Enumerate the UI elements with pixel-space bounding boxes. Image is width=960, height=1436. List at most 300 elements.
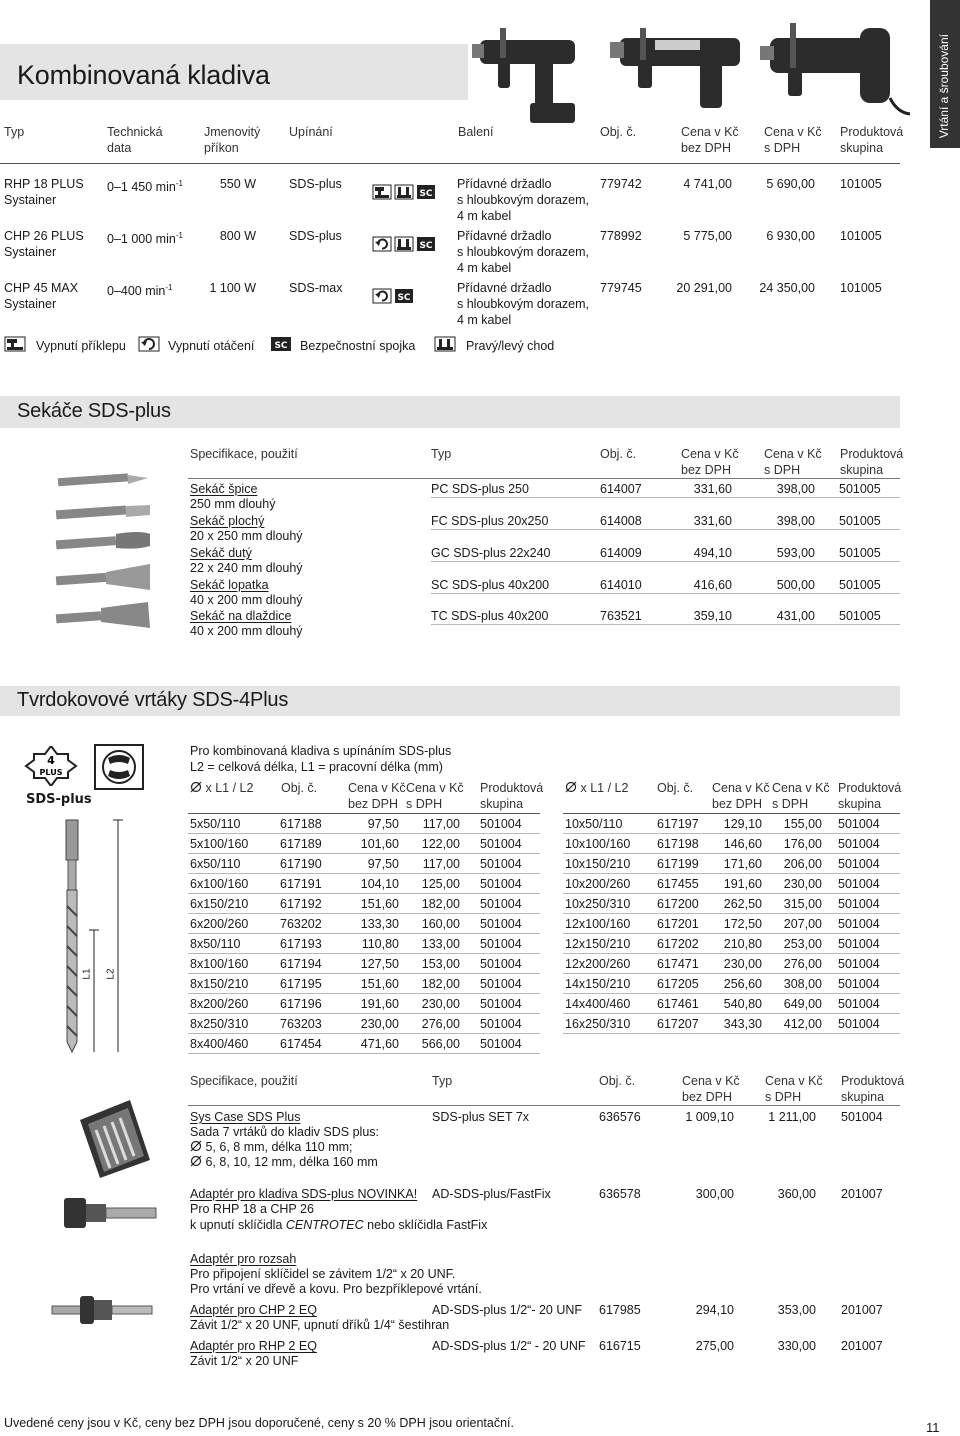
drill-dimension: 16x250/310 [565, 1017, 631, 1031]
row-divider [563, 993, 900, 994]
type-code: SDS-plus SET 7x [432, 1110, 530, 1124]
icon-legend [4, 336, 564, 356]
drill-dimension: 10x150/210 [565, 857, 631, 871]
price-with-vat: 230,00 [421, 997, 460, 1011]
price-with-vat: 330,00 [777, 1339, 816, 1353]
price-with-vat: 649,00 [783, 997, 822, 1011]
row-divider [188, 993, 540, 994]
fastfix-adapter-image [60, 1190, 160, 1240]
order-number: 617454 [280, 1037, 322, 1051]
product-group: 501005 [839, 514, 881, 528]
chisel-name: Sekáč dutý [190, 546, 252, 560]
product-group: 501004 [480, 857, 522, 871]
price-without-vat: 230,00 [360, 1017, 399, 1031]
product-group: 501004 [480, 877, 522, 891]
section-title: Sekáče SDS-plus [17, 400, 171, 422]
order-number: 617985 [599, 1303, 641, 1317]
col-obj: Obj. č. [599, 1074, 636, 1088]
order-number: 617193 [280, 937, 322, 951]
product-group: 501004 [480, 837, 522, 851]
col-skupina-2: skupina [838, 797, 882, 811]
price-with-vat: 353,00 [777, 1303, 816, 1317]
row-divider [188, 953, 540, 954]
order-number: 617202 [657, 937, 699, 951]
row-divider [431, 624, 900, 625]
order-number: 617194 [280, 957, 322, 971]
order-number: 763203 [280, 1017, 322, 1031]
product-group: 501005 [839, 578, 881, 592]
col-skupina-1: Produktová [480, 781, 544, 795]
description-part: k upnutí sklíčidla [190, 1218, 286, 1232]
price-without-vat: 275,00 [695, 1339, 734, 1353]
row-divider [188, 973, 540, 974]
price-with-vat: 431,00 [776, 609, 815, 623]
accessory-description [190, 1217, 487, 1233]
row-divider [563, 893, 900, 894]
price-without-vat: 172,50 [723, 917, 762, 931]
chisel-type: PC SDS-plus 250 [431, 482, 529, 496]
price-without-vat: 230,00 [723, 957, 762, 971]
stop-icon [372, 184, 392, 200]
price-without-vat: 5 775,00 [683, 229, 732, 243]
price-without-vat: 133,30 [360, 917, 399, 931]
speed-unit-exponent: -1 [175, 231, 183, 240]
row-divider [431, 593, 900, 594]
product-name: RHP 18 PLUS [4, 177, 84, 191]
price-with-vat: 207,00 [783, 917, 822, 931]
price-with-vat: 412,00 [783, 1017, 822, 1031]
hammer-drill-images [470, 18, 910, 128]
row-divider [563, 973, 900, 974]
product-name: CHP 45 MAX [4, 281, 79, 295]
power-value: 550 W [219, 177, 256, 191]
col-tech-1: Technická [107, 125, 163, 139]
price-without-vat: 300,00 [695, 1187, 734, 1201]
divider [188, 1105, 900, 1106]
price-with-vat: 566,00 [421, 1037, 460, 1051]
speed-value [107, 280, 173, 299]
chisel-name: Sekáč lopatka [190, 578, 269, 592]
drill-dimension: 14x400/460 [565, 997, 631, 1011]
sys-case-image [70, 1090, 160, 1180]
price-without-vat: 343,30 [723, 1017, 762, 1031]
rotation-off-icon [372, 288, 392, 304]
price-with-vat: 153,00 [421, 957, 460, 971]
section-header-kombinovana-kladiva [0, 44, 468, 100]
order-number: 617196 [280, 997, 322, 1011]
col-skupina-2: skupina [480, 797, 524, 811]
speed-text: 0–1 000 min [107, 232, 176, 247]
sds-plus-logo-text: SDS-plus [26, 792, 92, 807]
chisel-name: Sekáč špice [190, 482, 258, 496]
price-with-vat: 500,00 [776, 578, 815, 592]
product-group: 501004 [841, 1110, 883, 1124]
col-baleni: Balení [458, 125, 494, 139]
price-without-vat: 359,10 [693, 609, 732, 623]
accessory-name: Sys Case SDS Plus [190, 1110, 301, 1124]
col-typ: Typ [432, 1074, 453, 1088]
col-cena1-1: Cena v Kč [712, 781, 770, 795]
svg-text:SC: SC [274, 341, 288, 351]
order-number: 617471 [657, 957, 699, 971]
product-group: 501004 [838, 997, 880, 1011]
col-dim-left [190, 780, 253, 796]
drill-dimension: 8x100/160 [190, 957, 249, 971]
col-tech-2: data [107, 141, 132, 155]
product-group: 501004 [480, 937, 522, 951]
divider [188, 478, 900, 479]
col-skupina-1: Produktová [840, 125, 904, 139]
package-line: s hloubkovým dorazem, [457, 297, 590, 311]
order-number: 614009 [600, 546, 642, 560]
speed-text: 0–1 450 min [107, 180, 176, 195]
chisel-type: SC SDS-plus 40x200 [431, 578, 550, 592]
price-without-vat: 416,60 [693, 578, 732, 592]
product-case: Systainer [4, 193, 57, 207]
chisel-name: Sekáč plochý [190, 514, 265, 528]
product-group: 501004 [480, 997, 522, 1011]
col-cena2-2: s DPH [764, 463, 801, 477]
gouge-chisel-image [56, 532, 150, 549]
product-group: 501004 [838, 977, 880, 991]
drill-dimension: 12x200/260 [565, 957, 631, 971]
col-skupina-1: Produktová [841, 1074, 905, 1088]
order-number: 616715 [599, 1339, 641, 1353]
row-divider [188, 813, 540, 814]
order-number: 617461 [657, 997, 699, 1011]
product-group: 501005 [839, 482, 881, 496]
product-group: 501004 [480, 977, 522, 991]
divider [0, 163, 900, 164]
section-header-sekace [0, 396, 900, 428]
spade-chisel-image [56, 564, 150, 590]
legend-stop: Vypnutí příklepu [36, 339, 126, 353]
product-group: 201007 [841, 1303, 883, 1317]
thread-adapter-image [50, 1290, 160, 1330]
price-without-vat: 294,10 [695, 1303, 734, 1317]
row-divider [431, 529, 900, 530]
speed-text: 0–400 min [107, 284, 166, 299]
product-group: 501005 [839, 609, 881, 623]
order-number: 617199 [657, 857, 699, 871]
accessory-description: Závit 1/2“ x 20 UNF, upnutí dříků 1/4“ šestihran [190, 1318, 450, 1332]
legend-rotation: Vypnutí otáčení [168, 339, 255, 353]
price-without-vat: 331,60 [693, 514, 732, 528]
price-with-vat: 117,00 [422, 817, 460, 831]
forward-reverse-icon [394, 236, 414, 252]
set-description-text: 5, 6, 8 mm, délka 110 mm; [205, 1140, 353, 1154]
l2-dimension-label: L2 [105, 968, 117, 980]
price-without-vat: 262,50 [723, 897, 762, 911]
speed-unit-exponent: -1 [175, 179, 183, 188]
col-cena2-2: s DPH [764, 141, 801, 155]
row-divider [188, 1033, 540, 1034]
price-without-vat: 256,60 [723, 977, 762, 991]
price-with-vat: 122,00 [421, 837, 460, 851]
l1-dimension-label: L1 [81, 968, 93, 980]
product-group: 501004 [838, 897, 880, 911]
drill-dimension: 8x50/110 [190, 937, 241, 951]
safety-clutch-icon [416, 184, 436, 200]
package-line: 4 m kabel [457, 313, 512, 327]
row-divider [431, 497, 900, 498]
col-obj: Obj. č. [600, 447, 637, 461]
power-value: 800 W [219, 229, 256, 243]
col-upinani: Upínání [289, 125, 333, 139]
sds-4plus-logo [24, 746, 78, 786]
col-cena1-2: bez DPH [712, 797, 763, 811]
accessory-description: Pro vrtání ve dřevě a kovu. Pro bezpříklepové vrtání. [190, 1282, 482, 1296]
hammer-drill-rhp18 [472, 28, 575, 123]
price-without-vat: 151,60 [360, 897, 399, 911]
chisel-type: GC SDS-plus 22x240 [431, 546, 551, 560]
price-without-vat: 471,60 [360, 1037, 399, 1051]
col-cena2-1: Cena v Kč [406, 781, 464, 795]
order-number: 763202 [280, 917, 322, 931]
price-with-vat: 593,00 [776, 546, 815, 560]
centrotec-brand: CENTROTEC [285, 1218, 364, 1232]
drill-dimension: 8x400/460 [190, 1037, 249, 1051]
forward-reverse-icon [434, 336, 456, 352]
stop-icon [4, 336, 26, 352]
price-without-vat: 97,50 [367, 817, 399, 831]
col-obj: Obj. č. [600, 125, 637, 139]
drill-dimension: 5x50/110 [190, 817, 241, 831]
product-case: Systainer [4, 245, 57, 259]
price-without-vat: 20 291,00 [676, 281, 732, 295]
svg-text:SC: SC [397, 293, 411, 303]
row-divider [563, 813, 900, 814]
accessory-name: Adaptér pro kladiva SDS-plus NOVINKA! [190, 1187, 418, 1201]
product-group: 101005 [840, 229, 882, 243]
rotation-off-icon [372, 236, 392, 252]
product-group: 501004 [838, 857, 880, 871]
order-number: 778992 [600, 229, 642, 243]
col-cena1-1: Cena v Kč [681, 125, 739, 139]
product-group: 501004 [838, 917, 880, 931]
col-spec: Specifikace, použití [190, 447, 298, 461]
col-cena1-1: Cena v Kč [348, 781, 406, 795]
product-group: 501005 [839, 546, 881, 560]
product-group: 501004 [480, 1017, 522, 1031]
price-with-vat: 398,00 [776, 482, 815, 496]
col-cena2-1: Cena v Kč [764, 125, 822, 139]
drill-dimension: 12x100/160 [565, 917, 631, 931]
price-with-vat: 276,00 [421, 1017, 460, 1031]
row-divider [188, 913, 540, 914]
price-without-vat: 110,80 [361, 937, 399, 951]
package-line: Přídavné držadlo [457, 229, 552, 243]
price-without-vat: 171,60 [723, 857, 762, 871]
chisel-type: FC SDS-plus 20x250 [431, 514, 549, 528]
safety-clutch-icon [416, 236, 436, 252]
col-cena1-2: bez DPH [681, 463, 732, 477]
dim-header: x L1 / L2 [580, 781, 629, 795]
row-divider [188, 1013, 540, 1014]
order-number: 617201 [657, 917, 699, 931]
order-number: 614008 [600, 514, 642, 528]
chisel-description: 40 x 200 mm dlouhý [190, 593, 303, 607]
price-with-vat: 308,00 [783, 977, 822, 991]
accessory-description: Závit 1/2“ x 20 UNF [190, 1354, 299, 1368]
package-line: 4 m kabel [457, 261, 512, 275]
col-obj: Obj. č. [657, 781, 694, 795]
price-without-vat: 127,50 [360, 957, 399, 971]
package-line: Přídavné držadlo [457, 281, 552, 295]
order-number: 763521 [600, 609, 642, 623]
legend-spojka: Bezpečnostní spojka [300, 339, 416, 353]
col-cena1-2: bez DPH [682, 1090, 733, 1104]
price-with-vat: 117,00 [422, 857, 460, 871]
product-name: CHP 26 PLUS [4, 229, 84, 243]
description-part: nebo sklíčidla FastFix [363, 1218, 488, 1232]
price-with-vat: 253,00 [783, 937, 822, 951]
forward-reverse-icon [394, 184, 414, 200]
order-number: 617192 [280, 897, 322, 911]
col-prikon-1: Jmenovitý [204, 125, 261, 139]
sds-shank-icon [94, 744, 144, 790]
drill-intro-1: Pro kombinovaná kladiva s upínáním SDS-plus [190, 744, 452, 758]
price-without-vat: 191,60 [723, 877, 762, 891]
price-without-vat: 151,60 [360, 977, 399, 991]
drill-intro-2: L2 = celková délka, L1 = pracovní délka (mm) [190, 760, 443, 774]
product-group: 501004 [838, 877, 880, 891]
price-without-vat: 494,10 [693, 546, 732, 560]
col-cena2-1: Cena v Kč [765, 1074, 823, 1088]
row-divider [188, 893, 540, 894]
row-divider [188, 853, 540, 854]
order-number: 617195 [280, 977, 322, 991]
row-divider [563, 913, 900, 914]
page-number: 11 [926, 1420, 940, 1435]
col-cena1-1: Cena v Kč [682, 1074, 740, 1088]
set-description-line [190, 1154, 378, 1170]
side-tab[interactable] [930, 0, 960, 148]
col-typ: Typ [431, 447, 452, 461]
col-cena2-1: Cena v Kč [772, 781, 830, 795]
drill-dimension: 10x50/110 [565, 817, 623, 831]
accessory-description: Pro připojení sklíčidel se závitem 1/2“ x 20 UNF. [190, 1267, 456, 1281]
product-group: 501004 [838, 837, 880, 851]
drill-bit-drawing [56, 816, 136, 1056]
col-cena2-2: s DPH [406, 797, 443, 811]
product-case: Systainer [4, 297, 57, 311]
price-without-vat: 97,50 [367, 857, 399, 871]
package-line: s hloubkovým dorazem, [457, 245, 590, 259]
price-with-vat: 398,00 [776, 514, 815, 528]
drill-dimension: 10x250/310 [565, 897, 631, 911]
set-description-line: Sada 7 vrtáků do kladiv SDS plus: [190, 1125, 379, 1139]
price-with-vat: 230,00 [783, 877, 822, 891]
price-with-vat: 5 690,00 [766, 177, 815, 191]
product-group: 501004 [838, 957, 880, 971]
col-cena1-1: Cena v Kč [681, 447, 739, 461]
chuck-type: SDS-max [289, 281, 343, 295]
drill-dimension: 10x100/160 [565, 837, 631, 851]
row-divider [563, 1033, 900, 1034]
diameter-icon [565, 781, 577, 793]
diameter-icon [190, 781, 202, 793]
row-divider [563, 953, 900, 954]
col-cena1-2: bez DPH [348, 797, 399, 811]
drill-dimension: 10x200/260 [565, 877, 631, 891]
price-with-vat: 182,00 [421, 897, 460, 911]
order-number: 636576 [599, 1110, 641, 1124]
speed-unit-exponent: -1 [165, 283, 173, 292]
price-with-vat: 360,00 [777, 1187, 816, 1201]
price-without-vat: 104,10 [360, 877, 399, 891]
package-line: s hloubkovým dorazem, [457, 193, 590, 207]
dim-header: x L1 / L2 [205, 781, 254, 795]
price-without-vat: 210,80 [723, 937, 762, 951]
order-number: 617190 [280, 857, 322, 871]
order-number: 617188 [280, 817, 322, 831]
col-prikon-2: příkon [204, 141, 239, 155]
order-number: 779745 [600, 281, 642, 295]
col-skupina-2: skupina [841, 1090, 885, 1104]
col-typ: Typ [4, 125, 25, 139]
drill-dimension: 8x200/260 [190, 997, 249, 1011]
product-group: 501004 [480, 897, 522, 911]
row-divider [563, 833, 900, 834]
drill-dimension: 8x150/210 [190, 977, 249, 991]
product-group: 201007 [841, 1339, 883, 1353]
speed-value [107, 176, 183, 195]
set-description-text: 6, 8, 10, 12 mm, délka 160 mm [205, 1155, 378, 1169]
order-number: 617191 [280, 877, 322, 891]
section-title: Kombinovaná kladiva [17, 60, 270, 90]
order-number: 617205 [657, 977, 699, 991]
drill-dimension: 12x150/210 [565, 937, 631, 951]
col-skupina-1: Produktová [840, 447, 904, 461]
legend-chod: Pravý/levý chod [466, 339, 555, 353]
price-without-vat: 1 009,10 [685, 1110, 734, 1124]
hammer-drill-chp45 [760, 23, 910, 114]
col-cena2-1: Cena v Kč [764, 447, 822, 461]
chuck-type: SDS-plus [289, 177, 342, 191]
row-divider [431, 561, 900, 562]
footer-note: Uvedené ceny jsou v Kč, ceny bez DPH jsou doporučené, ceny s 20 % DPH jsou orientační. [4, 1416, 514, 1430]
price-without-vat: 101,60 [360, 837, 399, 851]
product-group: 501004 [480, 1037, 522, 1051]
power-value: 1 100 W [209, 281, 256, 295]
product-group: 501004 [838, 1017, 880, 1031]
price-without-vat: 540,80 [723, 997, 762, 1011]
drill-dimension: 6x50/110 [190, 857, 241, 871]
type-code: AD-SDS-plus 1/2“- 20 UNF [432, 1303, 583, 1317]
col-obj: Obj. č. [281, 781, 318, 795]
diameter-icon [190, 1140, 202, 1152]
accessory-name: Adaptér pro CHP 2 EQ [190, 1303, 317, 1317]
col-cena2-2: s DPH [772, 797, 809, 811]
price-with-vat: 6 930,00 [766, 229, 815, 243]
section-header-vrtaky [0, 686, 900, 716]
row-divider [563, 1013, 900, 1014]
chuck-type: SDS-plus [289, 229, 342, 243]
price-without-vat: 191,60 [360, 997, 399, 1011]
col-skupina-2: skupina [840, 463, 884, 477]
price-with-vat: 206,00 [783, 857, 822, 871]
price-with-vat: 182,00 [421, 977, 460, 991]
chisel-name: Sekáč na dlaždice [190, 609, 292, 623]
col-skupina-2: skupina [840, 141, 884, 155]
col-dim-right [565, 780, 628, 796]
row-divider [563, 933, 900, 934]
type-code: AD-SDS-plus 1/2“ - 20 UNF [432, 1339, 586, 1353]
point-chisel-image [58, 473, 148, 486]
order-number: 779742 [600, 177, 642, 191]
order-number: 617197 [657, 817, 699, 831]
